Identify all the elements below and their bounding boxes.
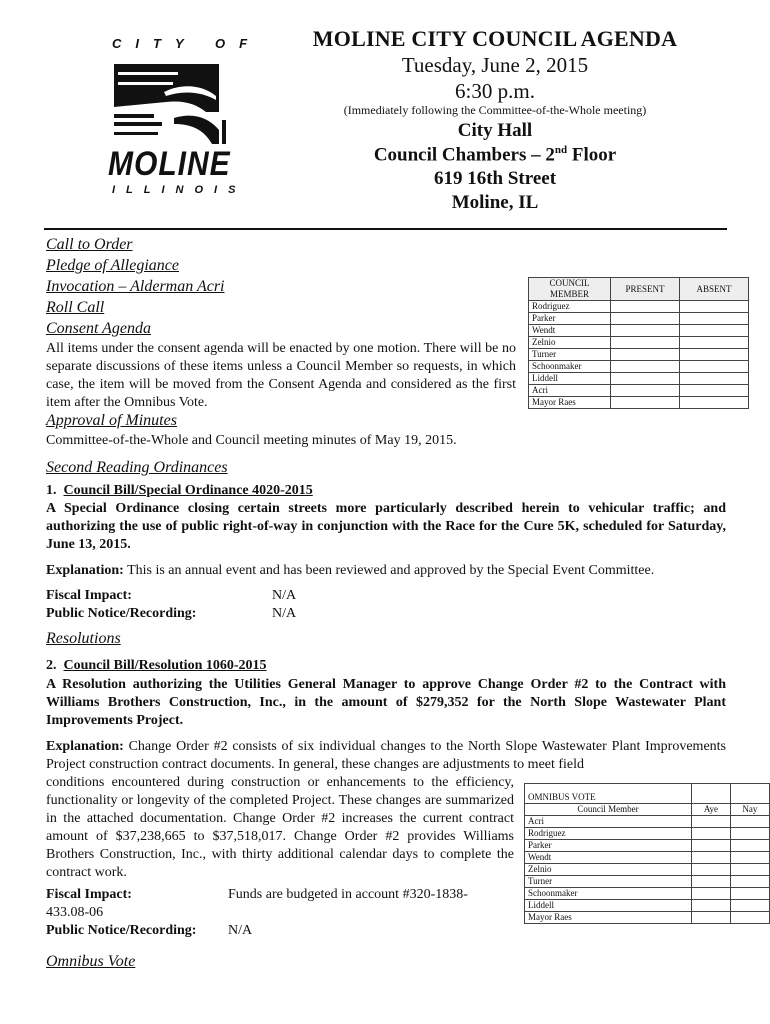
meeting-location: City Hall bbox=[457, 120, 533, 141]
logo-wordmark: MOLINE bbox=[108, 145, 231, 183]
table-row bbox=[529, 278, 749, 301]
meeting-date: Tuesday, June 2, 2015 bbox=[401, 53, 589, 77]
table-row bbox=[525, 852, 770, 864]
member-name: Schoonmaker bbox=[529, 361, 611, 373]
present-cell[interactable] bbox=[611, 337, 680, 349]
consent-agenda-text: All items under the consent agenda will be enacted by one motion. There will be no separate discussions of these items unless a Council Member so requests, in which case, the item will be moved from the Consent Agenda and considered as the first item after the Omnibus Vote. bbox=[46, 341, 516, 410]
meeting-street: 619 16th Street bbox=[433, 168, 557, 189]
item1-title: Council Bill/Special Ordinance 4020-2015 bbox=[63, 483, 313, 498]
table-row bbox=[525, 864, 770, 876]
item2-explanation-label: Explanation: bbox=[46, 739, 124, 754]
item1-explanation-label: Explanation: bbox=[46, 563, 124, 578]
nay-cell[interactable] bbox=[730, 852, 769, 864]
item1-notice-value: N/A bbox=[272, 606, 297, 621]
table-row bbox=[525, 912, 770, 924]
item2-notice-value: N/A bbox=[228, 923, 253, 938]
table-row bbox=[529, 385, 749, 397]
item1-explanation bbox=[46, 562, 726, 580]
table-row bbox=[525, 888, 770, 900]
chambers-superscript: nd bbox=[554, 144, 568, 156]
item2-description: A Resolution authorizing the Utilities General Manager to approve Change Order #2 to the Contract with Williams Brothers Construction, Inc., in the amount of $279,352 for the North Slope Wastewater Plant Improvements Project. bbox=[46, 677, 726, 728]
item2-explanation-text: Change Order #2 consists of six individual changes to the North Slope Wastewater Plant Improvements Project construction contract documents. In general, these changes are adjustments to meet field bbox=[46, 739, 726, 772]
table-header-blank bbox=[730, 784, 769, 804]
member-name: Parker bbox=[529, 313, 611, 325]
absent-cell[interactable] bbox=[680, 301, 749, 313]
table-row bbox=[529, 301, 749, 313]
absent-cell[interactable] bbox=[680, 397, 749, 409]
nay-cell[interactable] bbox=[730, 828, 769, 840]
aye-cell[interactable] bbox=[692, 900, 731, 912]
item2-fiscal-value-cont: 433.08-06 bbox=[46, 905, 104, 920]
agenda-title: MOLINE CITY COUNCIL AGENDA bbox=[312, 26, 678, 51]
logo-emblem-icon bbox=[104, 52, 234, 147]
table-row bbox=[525, 876, 770, 888]
section-omnibus-vote: Omnibus Vote bbox=[46, 953, 136, 970]
present-cell[interactable] bbox=[611, 325, 680, 337]
item1-description: A Special Ordinance closing certain streets more particularly described herein to vehicular traffic; and authorizing the use of public right-of-way in conjunction with the Race for the Cure 5K, scheduled for Saturday, June 13, 2015. bbox=[46, 501, 726, 552]
member-name: Acri bbox=[525, 816, 692, 828]
item2-notice-label: Public Notice/Recording: bbox=[46, 923, 197, 938]
item1-fiscal-value: N/A bbox=[272, 588, 297, 603]
approval-minutes-text: Committee-of-the-Whole and Council meeting minutes of May 19, 2015. bbox=[46, 433, 457, 448]
aye-cell[interactable] bbox=[692, 828, 731, 840]
member-name: Mayor Raes bbox=[529, 397, 611, 409]
table-row bbox=[525, 816, 770, 828]
item1-fiscal-label: Fiscal Impact: bbox=[46, 588, 132, 603]
present-cell[interactable] bbox=[611, 373, 680, 385]
absent-cell[interactable] bbox=[680, 349, 749, 361]
section-approval-minutes: Approval of Minutes bbox=[46, 412, 177, 429]
nay-cell[interactable] bbox=[730, 840, 769, 852]
item2-number: 2. bbox=[46, 658, 57, 673]
section-second-reading: Second Reading Ordinances bbox=[46, 459, 228, 476]
table-row bbox=[525, 900, 770, 912]
member-name: Parker bbox=[525, 840, 692, 852]
item1-notice-label: Public Notice/Recording: bbox=[46, 606, 197, 621]
item2-explanation bbox=[46, 738, 726, 774]
table-row bbox=[529, 373, 749, 385]
item2-fiscal-label: Fiscal Impact: bbox=[46, 887, 132, 902]
item1-explanation-text: This is an annual event and has been reviewed and approved by the Special Event Committee. bbox=[127, 563, 655, 578]
member-name: Schoonmaker bbox=[525, 888, 692, 900]
table-header: ABSENT bbox=[680, 278, 749, 301]
chambers-text: Council Chambers – 2 bbox=[373, 144, 555, 166]
table-row bbox=[529, 397, 749, 409]
nay-header: Nay bbox=[730, 804, 769, 816]
table-row bbox=[529, 313, 749, 325]
header-divider bbox=[44, 228, 727, 230]
table-row bbox=[529, 361, 749, 373]
aye-header: Aye bbox=[692, 804, 731, 816]
absent-cell[interactable] bbox=[680, 337, 749, 349]
table-row bbox=[525, 840, 770, 852]
absent-cell[interactable] bbox=[680, 373, 749, 385]
present-cell[interactable] bbox=[611, 361, 680, 373]
nay-cell[interactable] bbox=[730, 864, 769, 876]
table-row bbox=[529, 325, 749, 337]
meeting-city: Moline, IL bbox=[451, 192, 539, 213]
table-row bbox=[529, 337, 749, 349]
section-consent-agenda: Consent Agenda bbox=[46, 320, 152, 337]
absent-cell[interactable] bbox=[680, 385, 749, 397]
member-name: Zelnio bbox=[529, 337, 611, 349]
present-cell[interactable] bbox=[611, 397, 680, 409]
absent-cell[interactable] bbox=[680, 313, 749, 325]
meeting-chambers bbox=[255, 144, 735, 166]
table-row bbox=[525, 784, 770, 804]
item2-fiscal-value: Funds are budgeted in account #320-1838- bbox=[228, 887, 468, 902]
logo-top-text: CITY OF bbox=[112, 36, 262, 51]
aye-cell[interactable] bbox=[692, 816, 731, 828]
aye-cell[interactable] bbox=[692, 876, 731, 888]
table-row bbox=[529, 349, 749, 361]
logo-bottom-text: ILLINOIS bbox=[112, 184, 247, 196]
aye-cell[interactable] bbox=[692, 840, 731, 852]
member-name: Wendt bbox=[525, 852, 692, 864]
absent-cell[interactable] bbox=[680, 325, 749, 337]
table-header: COUNCIL MEMBER bbox=[529, 278, 611, 301]
table-header: PRESENT bbox=[611, 278, 680, 301]
item2-title: Council Bill/Resolution 1060-2015 bbox=[63, 658, 267, 673]
item1-number: 1. bbox=[46, 483, 57, 498]
nay-cell[interactable] bbox=[730, 816, 769, 828]
omnibus-title: OMNIBUS VOTE bbox=[525, 784, 692, 804]
section-call-to-order: Call to Order bbox=[46, 236, 133, 253]
item1-heading bbox=[46, 483, 313, 499]
present-cell[interactable] bbox=[611, 385, 680, 397]
present-cell[interactable] bbox=[611, 349, 680, 361]
member-name: Turner bbox=[529, 349, 611, 361]
meeting-note: (Immediately following the Committee-of-the-Whole meeting) bbox=[343, 103, 647, 117]
table-row bbox=[525, 804, 770, 816]
aye-cell[interactable] bbox=[692, 888, 731, 900]
member-name: Liddell bbox=[529, 373, 611, 385]
omnibus-vote-table bbox=[524, 783, 770, 924]
section-invocation: Invocation – Alderman Acri bbox=[46, 278, 225, 295]
aye-cell[interactable] bbox=[692, 852, 731, 864]
table-row bbox=[525, 828, 770, 840]
meeting-time: 6:30 p.m. bbox=[455, 79, 535, 103]
member-name: Liddell bbox=[525, 900, 692, 912]
member-name: Zelnio bbox=[525, 864, 692, 876]
member-name: Rodriguez bbox=[529, 301, 611, 313]
omnibus-member-header: Council Member bbox=[525, 804, 692, 816]
present-cell[interactable] bbox=[611, 301, 680, 313]
nay-cell[interactable] bbox=[730, 876, 769, 888]
table-header-blank bbox=[692, 784, 731, 804]
member-name: Turner bbox=[525, 876, 692, 888]
member-name: Acri bbox=[529, 385, 611, 397]
section-pledge: Pledge of Allegiance bbox=[46, 257, 179, 274]
roll-call-table bbox=[528, 277, 749, 409]
section-resolutions: Resolutions bbox=[46, 630, 121, 647]
member-name: Wendt bbox=[529, 325, 611, 337]
nay-cell[interactable] bbox=[730, 912, 769, 924]
nay-cell[interactable] bbox=[730, 900, 769, 912]
absent-cell[interactable] bbox=[680, 361, 749, 373]
section-roll-call: Roll Call bbox=[46, 299, 105, 316]
aye-cell[interactable] bbox=[692, 912, 731, 924]
present-cell[interactable] bbox=[611, 313, 680, 325]
aye-cell[interactable] bbox=[692, 864, 731, 876]
item2-explanation-cont: conditions encountered during construction or enhancements to the efficiency, functionality or longevity of the completed Project. These changes are summarized in the attached documentation. Change Order #2 increases the current contract amount of $37,238,665 to $37,518,017. Change Order #2 provides Williams Brothers Construction, Inc., with thirty additional calendar days to complete the contract work. bbox=[46, 775, 514, 880]
chambers-floor: Floor bbox=[567, 144, 617, 166]
item2-heading bbox=[46, 658, 267, 674]
nay-cell[interactable] bbox=[730, 888, 769, 900]
member-name: Mayor Raes bbox=[525, 912, 692, 924]
member-name: Rodriguez bbox=[525, 828, 692, 840]
